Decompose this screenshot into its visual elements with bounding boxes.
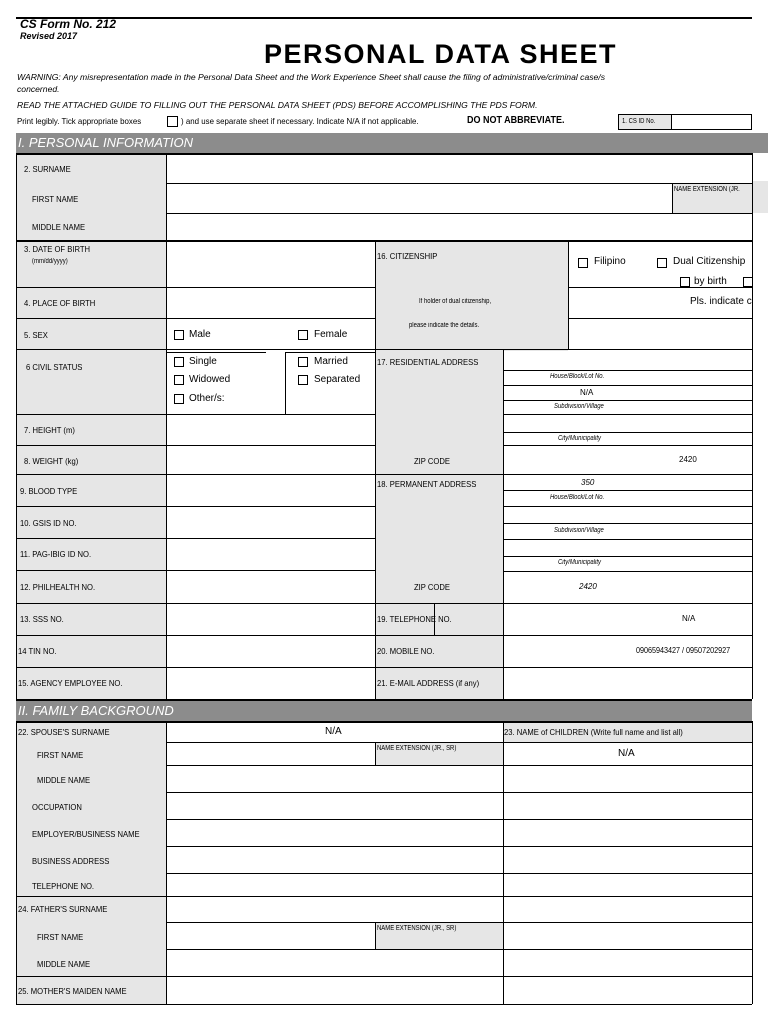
rule — [503, 385, 752, 386]
perm-zip-label: ZIP CODE — [414, 582, 450, 592]
pagibig-label: 11. PAG-IBIG ID NO. — [20, 549, 92, 559]
dual-citizenship-checkbox[interactable] — [657, 258, 667, 268]
country-indicate-note: Pls. indicate c — [690, 296, 752, 307]
mobile-value[interactable]: 09065943427 / 09507202927 — [636, 646, 731, 655]
rule — [503, 445, 752, 446]
spouse-first-name-input[interactable] — [167, 743, 375, 765]
female-option: Female — [314, 329, 348, 340]
philhealth-label: 12. PHILHEALTH NO. — [20, 582, 96, 592]
res-zip-value[interactable]: 2420 — [679, 455, 697, 464]
first-name-input[interactable] — [167, 184, 672, 213]
perm-house-value[interactable]: 350 — [581, 478, 595, 487]
citizenship-label: 16. CITIZENSHIP — [377, 251, 438, 261]
rule — [16, 240, 752, 242]
filipino-checkbox[interactable] — [578, 258, 588, 268]
dob-format-label: (mm/dd/yyyy) — [32, 258, 68, 265]
separated-option: Separated — [314, 374, 361, 385]
res-subdivision-caption: Subdivision/Village — [554, 403, 604, 410]
male-checkbox[interactable] — [174, 330, 184, 340]
single-checkbox[interactable] — [174, 357, 184, 367]
rule — [16, 349, 752, 350]
spouse-surname-value[interactable]: N/A — [325, 726, 342, 737]
tick-box-sample — [167, 116, 178, 127]
rule — [375, 240, 376, 699]
country-input[interactable] — [569, 319, 752, 349]
sss-input[interactable] — [167, 604, 375, 635]
perm-house-caption: House/Block/Lot No. — [550, 494, 605, 501]
middle-name-input[interactable] — [167, 214, 752, 240]
dual-holder-note: If holder of dual citizenship, — [419, 298, 492, 305]
cs-id-label: 1. CS ID No. — [622, 118, 656, 125]
rule — [503, 414, 752, 415]
dob-label: 3. DATE OF BIRTH — [24, 244, 91, 254]
rule — [166, 792, 752, 793]
rule — [285, 352, 286, 414]
agency-employee-input[interactable] — [167, 668, 375, 699]
rule — [166, 949, 752, 950]
separated-checkbox[interactable] — [298, 375, 308, 385]
blood-type-input[interactable] — [167, 475, 375, 506]
name-extension-label: NAME EXTENSION (JR. — [674, 186, 740, 193]
rule — [16, 1004, 752, 1005]
surname-label: 2. SURNAME — [24, 164, 71, 174]
perm-zip-value[interactable]: 2420 — [579, 582, 597, 591]
single-option: Single — [189, 356, 217, 367]
rule — [503, 490, 752, 491]
widowed-checkbox[interactable] — [174, 375, 184, 385]
gsis-input[interactable] — [167, 507, 375, 538]
rule — [16, 153, 17, 699]
rule — [166, 765, 752, 766]
cs-id-input[interactable] — [672, 114, 752, 130]
children-value[interactable]: N/A — [618, 748, 635, 759]
email-input[interactable] — [504, 668, 752, 699]
occupation-label: OCCUPATION — [32, 802, 82, 812]
height-input[interactable] — [167, 415, 375, 445]
rule — [752, 153, 753, 699]
rule — [503, 432, 752, 433]
rule — [166, 922, 752, 923]
rule — [503, 539, 752, 540]
spouse-surname-label: 22. SPOUSE'S SURNAME — [18, 727, 110, 737]
rule — [16, 721, 752, 723]
middle-name-label: MIDDLE NAME — [32, 222, 86, 232]
do-not-abbreviate: DO NOT ABBREVIATE. — [467, 115, 565, 126]
dual-citizenship-option: Dual Citizenship — [673, 256, 746, 267]
rule — [16, 635, 752, 636]
rule — [375, 922, 376, 949]
philhealth-input[interactable] — [167, 571, 375, 603]
civil-status-label: 6 CIVIL STATUS — [26, 362, 83, 372]
height-label: 7. HEIGHT (m) — [24, 425, 75, 435]
first-name-label: FIRST NAME — [32, 194, 79, 204]
email-label: 21. E-MAIL ADDRESS (if any) — [377, 678, 480, 688]
rule — [375, 742, 376, 765]
dual-details-note: please indicate the details. — [409, 322, 480, 329]
section-personal-information: I. PERSONAL INFORMATION — [16, 133, 768, 153]
married-checkbox[interactable] — [298, 357, 308, 367]
weight-label: 8. WEIGHT (kg) — [24, 456, 79, 466]
revised-label: Revised 2017 — [20, 31, 78, 41]
spouse-name-ext-label: NAME EXTENSION (JR., SR) — [377, 745, 457, 752]
warning-text-cont: concerned. — [17, 84, 60, 94]
rule — [166, 352, 266, 353]
rule — [16, 603, 752, 604]
res-house-caption: House/Block/Lot No. — [550, 373, 605, 380]
sex-label: 5. SEX — [24, 330, 48, 340]
dob-input[interactable] — [167, 242, 375, 287]
res-street-value[interactable]: N/A — [580, 388, 594, 397]
personal-labels-bg — [17, 241, 166, 699]
telephone-value[interactable]: N/A — [682, 614, 696, 623]
place-of-birth-label: 4. PLACE OF BIRTH — [24, 298, 96, 308]
warning-text: WARNING: Any misrepresentation made in the Personal Data Sheet and the Work Experience Sheet shall cause the filing of administrative/criminal case/s — [17, 72, 605, 82]
weight-input[interactable] — [167, 446, 375, 474]
rule — [16, 474, 752, 475]
rule — [285, 352, 375, 353]
rule — [16, 896, 752, 897]
blood-type-label: 9. BLOOD TYPE — [20, 486, 78, 496]
res-zip-label: ZIP CODE — [414, 456, 450, 466]
separate-sheet-note: ) and use separate sheet if necessary. Indicate N/A if not applicable. — [181, 116, 419, 126]
right-edge-shade — [752, 181, 768, 213]
read-guide-note: READ THE ATTACHED GUIDE TO FILLING OUT THE PERSONAL DATA SHEET (PDS) BEFORE ACCOMPLISHING THE PDS FORM. — [17, 100, 538, 110]
rule — [503, 556, 752, 557]
mobile-label: 20. MOBILE NO. — [377, 646, 435, 656]
rule — [166, 873, 752, 874]
children-label: 23. NAME of CHILDREN (Write full name and list all) — [504, 727, 683, 737]
female-checkbox[interactable] — [298, 330, 308, 340]
rule — [16, 721, 17, 1004]
others-option: Other/s: — [189, 393, 225, 404]
rule — [16, 318, 375, 319]
others-checkbox[interactable] — [174, 394, 184, 404]
father-first-name-label: FIRST NAME — [37, 932, 84, 942]
sss-label: 13. SSS NO. — [20, 614, 64, 624]
spouse-middle-name-label: MIDDLE NAME — [37, 775, 91, 785]
rule — [503, 721, 504, 1004]
spouse-first-name-label: FIRST NAME — [37, 750, 84, 760]
rule — [503, 370, 752, 371]
section-family-background: II. FAMILY BACKGROUND — [16, 701, 752, 721]
rule — [166, 819, 752, 820]
father-surname-label: 24. FATHER'S SURNAME — [18, 904, 108, 914]
male-option: Male — [189, 329, 211, 340]
mother-maiden-name-input[interactable] — [167, 977, 503, 1004]
mother-maiden-name-label: 25. MOTHER'S MAIDEN NAME — [18, 986, 127, 996]
rule — [503, 523, 752, 524]
top-border — [16, 17, 752, 19]
spouse-telephone-label: TELEPHONE NO. — [32, 881, 95, 891]
agency-employee-label: 15. AGENCY EMPLOYEE NO. — [18, 678, 123, 688]
perm-subdivision-caption: Subdivision/Village — [554, 527, 604, 534]
perm-city-caption: City/Municipality — [558, 559, 601, 566]
pagibig-input[interactable] — [167, 539, 375, 570]
place-of-birth-input[interactable] — [167, 288, 375, 318]
page-title: PERSONAL DATA SHEET — [264, 39, 618, 69]
married-option: Married — [314, 356, 348, 367]
gsis-label: 10. GSIS ID NO. — [20, 518, 77, 528]
tin-label: 14 TIN NO. — [18, 646, 57, 656]
by-birth-checkbox[interactable] — [680, 277, 690, 287]
permanent-address-label: 18. PERMANENT ADDRESS — [377, 479, 477, 489]
form-number: CS Form No. 212 — [20, 17, 117, 31]
tin-input[interactable] — [167, 636, 375, 667]
rule — [166, 846, 752, 847]
business-address-label: BUSINESS ADDRESS — [32, 856, 110, 866]
rule — [503, 571, 752, 572]
widowed-option: Widowed — [189, 374, 231, 385]
telephone-label: 19. TELEPHONE NO. — [377, 614, 452, 624]
print-legibly-note: Print legibly. Tick appropriate boxes — [17, 116, 142, 126]
surname-input[interactable] — [167, 154, 752, 183]
rule — [503, 350, 504, 699]
rule — [752, 721, 753, 1004]
rule — [503, 506, 752, 507]
res-city-caption: City/Municipality — [558, 435, 601, 442]
by-birth-option: by birth — [694, 276, 727, 287]
employer-label: EMPLOYER/BUSINESS NAME — [32, 829, 140, 839]
rule — [503, 400, 752, 401]
rule — [672, 183, 673, 213]
father-name-ext-label: NAME EXTENSION (JR., SR) — [377, 925, 457, 932]
by-naturalization-checkbox[interactable] — [743, 277, 753, 287]
residential-address-label: 17. RESIDENTIAL ADDRESS — [377, 357, 479, 367]
rule — [568, 287, 752, 288]
father-middle-name-label: MIDDLE NAME — [37, 959, 91, 969]
filipino-option: Filipino — [594, 256, 626, 267]
